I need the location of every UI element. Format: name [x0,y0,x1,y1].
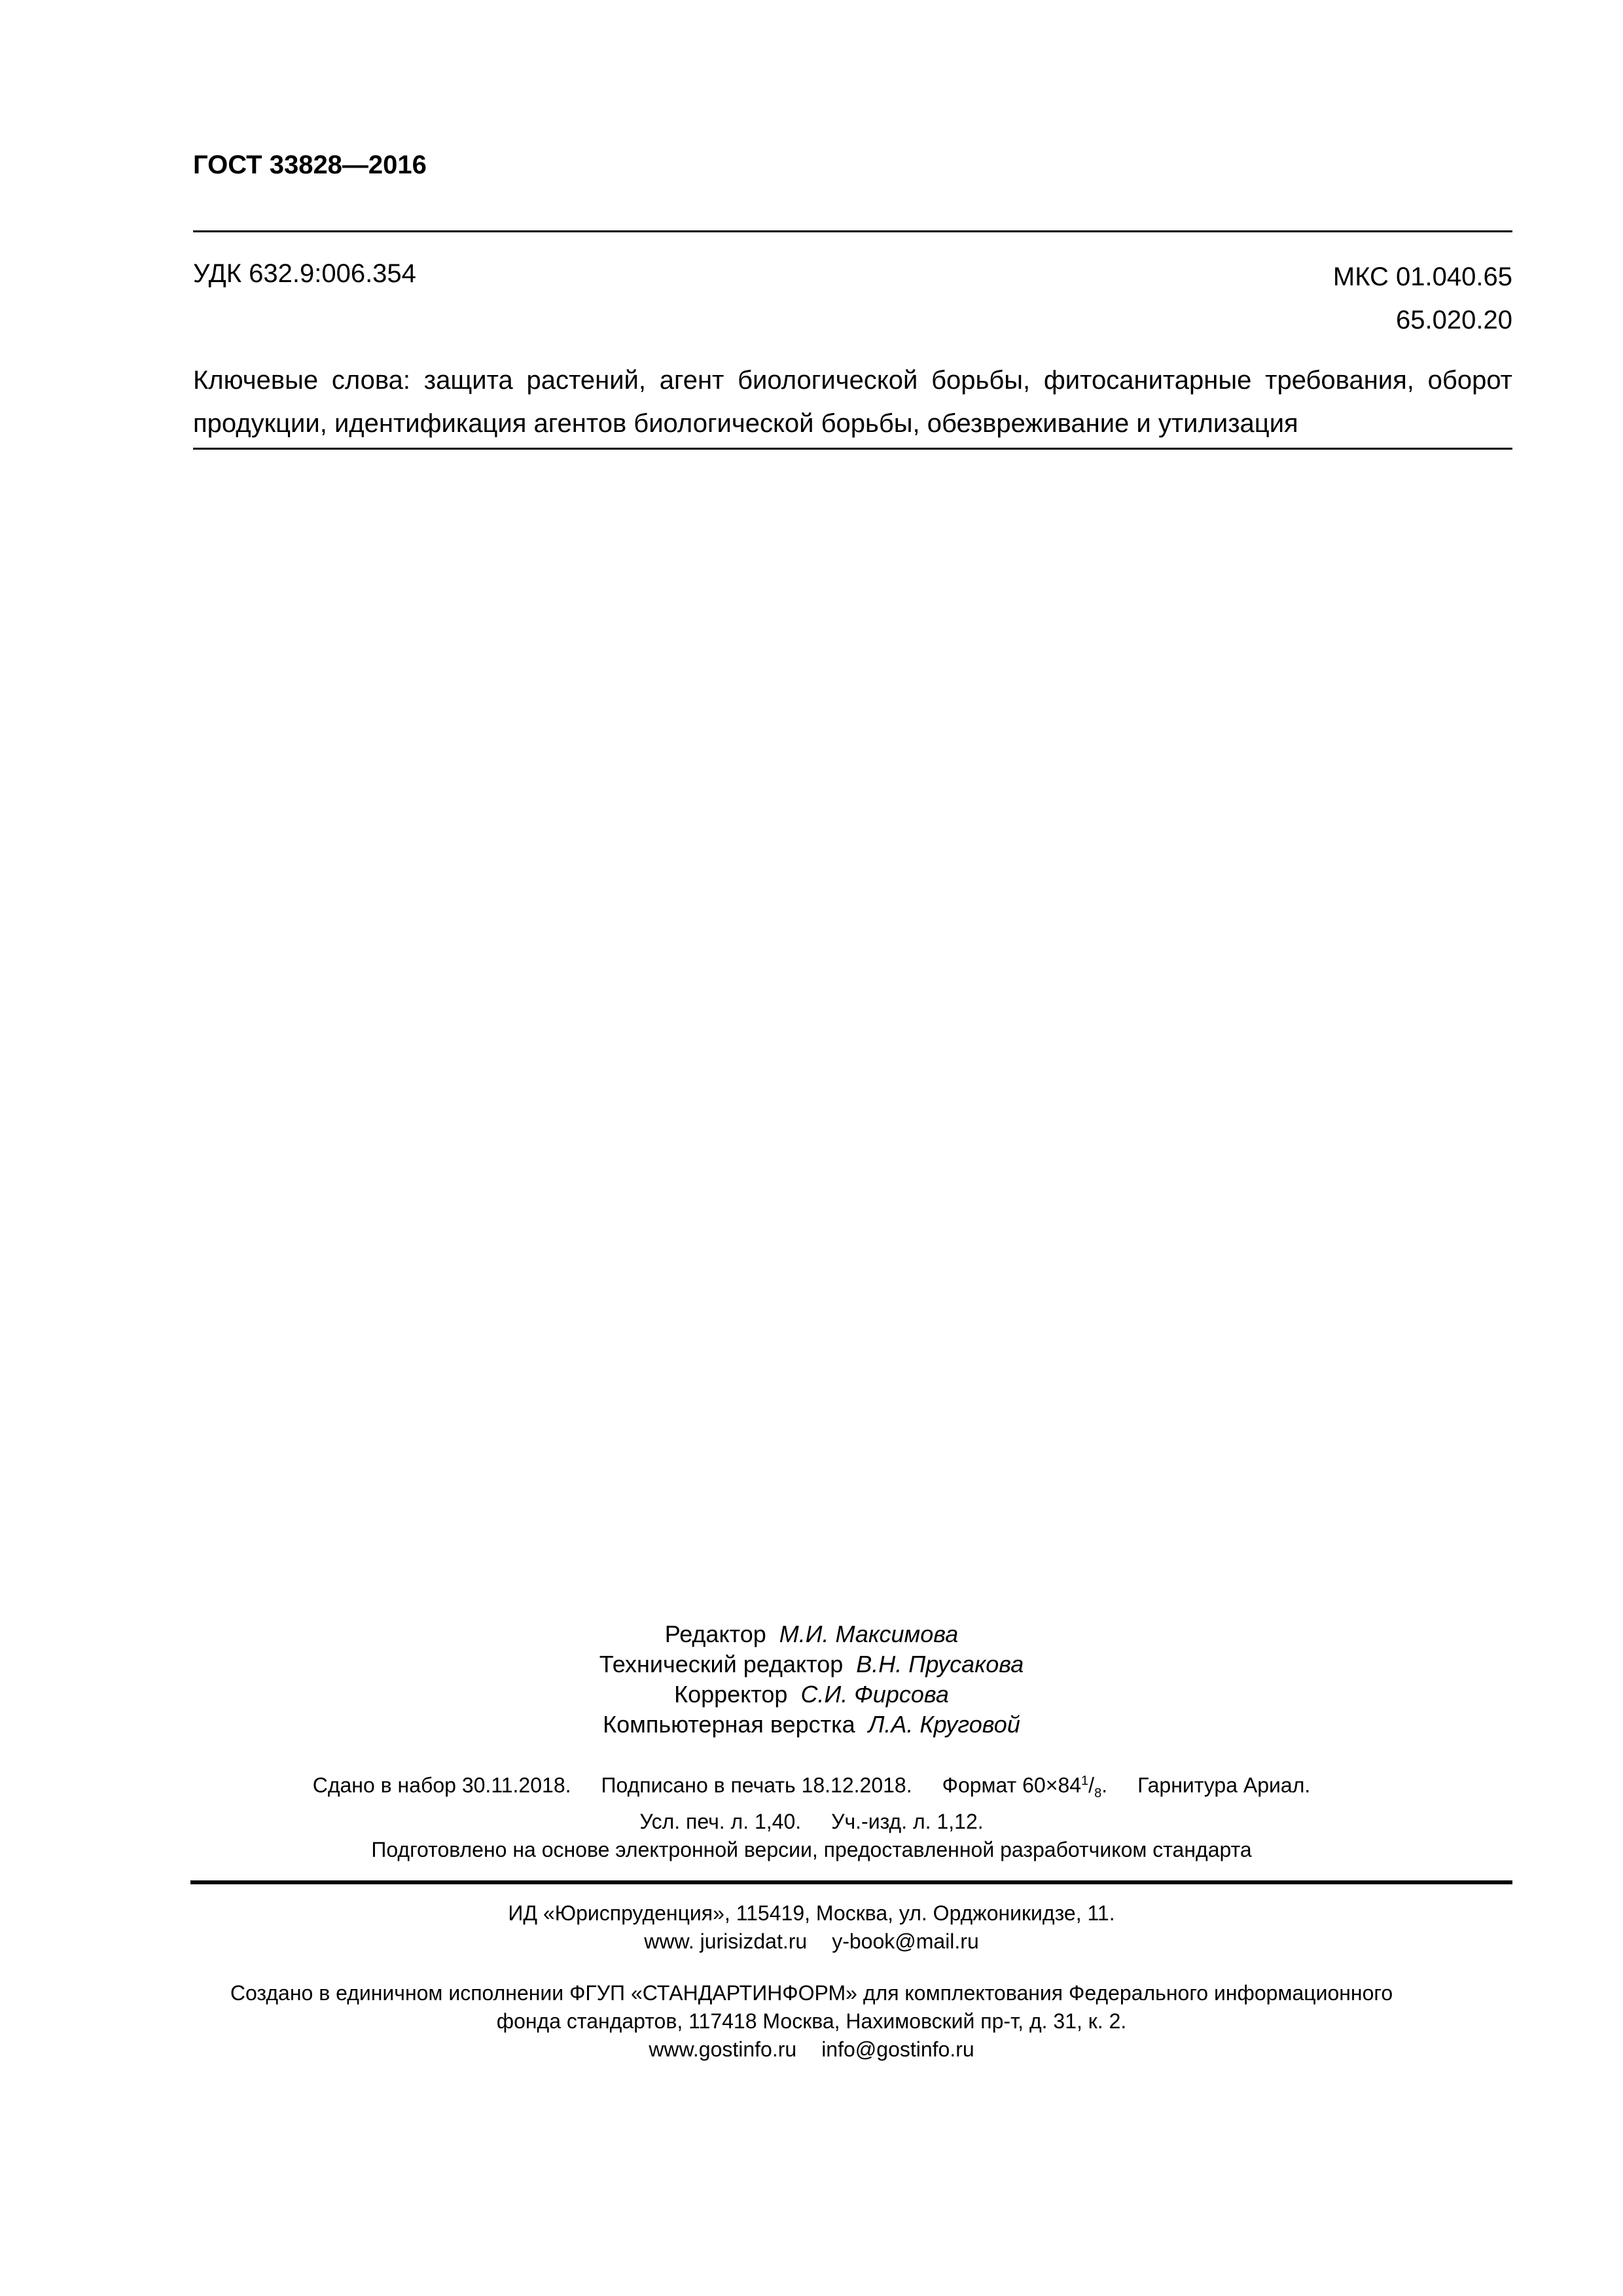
credit-tech-editor [0,1649,1623,1679]
submitted-date: Сдано в набор 30.11.2018. [312,1773,571,1797]
creator-email-link[interactable]: info@gostinfo.ru [821,2037,974,2061]
credit-person: Л.А. Круговой [868,1711,1020,1738]
format-denominator: 8 [1094,1786,1102,1801]
typeface: Гарнитура Ариал. [1137,1773,1311,1797]
footer-divider [190,1880,1512,1884]
credit-editor [0,1619,1623,1649]
credit-person: С.И. Фирсова [800,1681,949,1708]
credit-role: Компьютерная верстка [603,1711,855,1738]
credit-role: Редактор [664,1621,766,1647]
print-info-block [0,1767,1623,1864]
credit-person: В.Н. Прусакова [856,1651,1024,1677]
udk-code: УДК 632.9:006.354 [193,259,416,288]
mks-line-2: 65.020.20 [1396,306,1512,334]
publisher-website-link[interactable]: www. jurisizdat.ru [644,1929,808,1953]
credit-layout [0,1710,1623,1740]
print-info-line-1: Сдано в набор 30.11.2018. Подписано в печать 18.12.2018. Формат $60\times 84^1/_8$. Гарнитура Ариал. [312,1773,1311,1801]
creator-website-link[interactable]: www.gostinfo.ru [649,2037,797,2061]
signed-date: Подписано в печать 18.12.2018. [601,1773,912,1797]
creator-line-2: фонда стандартов, 117418 Москва, Нахимовский пр-т, д. 31, к. 2. [496,2009,1127,2033]
print-info-line-2 [0,1808,1623,1836]
prepared-note: Подготовлено на основе электронной версии, предоставленной разработчиком стандарта [371,1838,1252,1862]
standard-number: ГОСТ 33828—2016 [193,151,427,179]
credit-role: Корректор [674,1681,788,1708]
publisher-email-link[interactable]: y-book@mail.ru [832,1929,979,1953]
header-divider [193,230,1512,232]
publisher-block [0,1899,1623,1956]
credit-person: М.И. Максимова [779,1621,959,1647]
publisher-contacts [0,1928,1623,1956]
creator-line-1: Создано в единичном исполнении ФГУП «СТАНДАРТИНФОРМ» для комплектования Федерального информационного [230,1981,1393,2005]
keywords-divider [193,448,1512,450]
print-sheets: Усл. печ. л. 1,40. [639,1810,802,1834]
format-numerator: 1 [1081,1774,1089,1788]
creator-block [0,1979,1623,2064]
mks-line-1: МКС 01.040.65 [1332,262,1512,291]
mks-codes [1333,255,1512,342]
format-suffix: . [1101,1773,1108,1797]
credit-role: Технический редактор [599,1651,844,1677]
publisher-address: ИД «Юриспруденция», 115419, Москва, ул. Орджоникидзе, 11. [508,1901,1115,1925]
format-value: Формат 60×84 [942,1773,1082,1797]
credit-proofreader [0,1679,1623,1710]
publication-sheets: Уч.-изд. л. 1,12. [831,1810,984,1834]
keywords-paragraph: Ключевые слова: защита растений, агент биологической борьбы, фитосанитарные требования, оборот продукции, идентификация агентов биологической борьбы, обезвреживание и утилизация [193,366,1512,438]
credits-block [0,1619,1623,1740]
creator-contacts [0,2036,1623,2064]
